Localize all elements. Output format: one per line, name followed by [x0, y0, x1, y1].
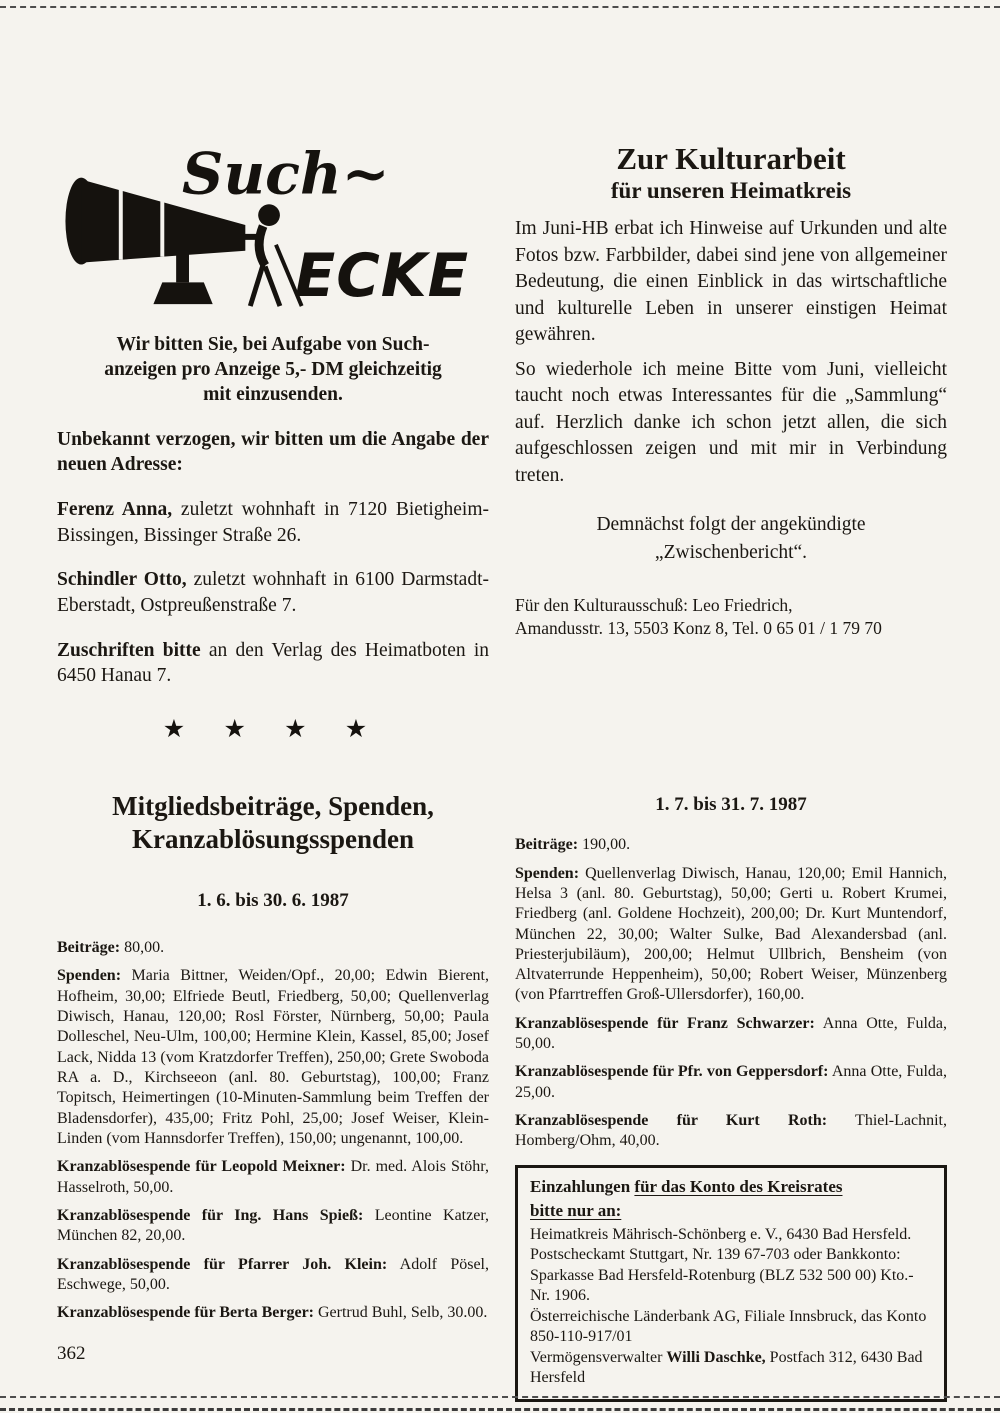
logo-script-text: Such~ [182, 142, 390, 208]
kulturarbeit-subtitle: für unseren Heimatkreis [610, 178, 852, 204]
pedestal-post [176, 251, 189, 283]
kranz-entry: Kranzablösespende für Franz Schwarzer: Anna Otte, Fulda, 50,00. [515, 1014, 947, 1053]
page-number: 362 [57, 1343, 86, 1364]
crier-leg [265, 267, 280, 307]
trim-mark-bottom [0, 1396, 1000, 1398]
bottom-row [57, 790, 947, 1401]
trim-mark-bottom-edge [0, 1408, 1000, 1411]
kulturarbeit-paragraph-2: So wiederhole ich meine Bitte vom Juni, vielleicht taucht noch etwas Interessantes für die „Sammlung“ auf. Herzlich danke ich schon jetzt allen, die sich aufgeschlossen zeigen und mit mir in Verbindung treten. [515, 358, 947, 486]
search-entry: Schindler Otto, zuletzt wohnhaft in 6100 Darmstadt-Eberstadt, Ostpreußenstraße 7. [57, 569, 489, 616]
kranz-entry: Kranzablösespende für Kurt Roth: Thiel-Lachnit, Homberg/Ohm, 40,00. [515, 1112, 947, 1150]
crier-head [258, 204, 280, 226]
konto-box [515, 1165, 947, 1402]
period-june: 1. 6. bis 30. 6. 1987 [197, 890, 349, 912]
beitraege-june: Beiträge: 80,00. [57, 939, 165, 957]
crier-body [259, 226, 265, 266]
kranz-entry: Kranzablösespende für Pfarrer Joh. Klein: Adolf Pösel, Eschwege, 50,00. [57, 1255, 490, 1293]
konto-box-line: Heimatkreis Mährisch-Schönberg e. V., 6430 Bad Hersfeld. [530, 1225, 912, 1243]
such-ecke-logo [57, 142, 489, 312]
kulturarbeit-title: Zur Kulturarbeit [616, 141, 846, 176]
trim-mark-top [0, 6, 1000, 8]
address-change-note: Unbekannt verzogen, wir bitten um die Angabe der neuen Adresse: [57, 429, 489, 476]
star-divider-icons: ★ ★ ★ ★ [162, 716, 384, 744]
zuschriften-note: Zuschriften bitte an den Verlag des Heimatboten in 6450 Hanau 7. [57, 639, 489, 686]
konto-box-line: Postscheckamt Stuttgart, Nr. 139 67-703 oder Bankkonto: Sparkasse Bad Hersfeld-Rotenburg (BLZ 532 500 00) Kto.-Nr. 1906. [530, 1246, 914, 1305]
suchanzeigen-notice: Wir bitten Sie, bei Aufgabe von Such- anzeigen pro Anzeige 5,- DM gleichzeitig mit einzusenden. [104, 333, 442, 406]
entry-name: Ferenz Anna, [57, 499, 173, 521]
kulturarbeit-section [515, 142, 947, 744]
beitraege-july-section [515, 790, 947, 1401]
entry-name: Schindler Otto, [57, 569, 187, 591]
kulturausschuss-contact: Für den Kulturausschuß: Leo Friedrich, Amandusstr. 13, 5503 Konz 8, Tel. 0 65 01 / 1 79 70 [515, 594, 882, 639]
period-july: 1. 7. bis 31. 7. 1987 [655, 794, 807, 816]
megaphone-crier-illustration [57, 142, 489, 312]
kulturarbeit-paragraph-1: Im Juni-HB erbat ich Hinweise auf Urkunden und alte Fotos bzw. Farbbilder, dabei sind jene von allgemeiner Bedeutung, die einen Einblick in das wirtschaftliche und kulturelle Leben in unserer einstigen Heimat gewähren. [515, 218, 947, 346]
such-ecke-section [57, 142, 489, 744]
pedestal-base [153, 282, 212, 304]
kranz-entry: Kranzablösespende für Ing. Hans Spieß: Leontine Katzer, München 82, 20,00. [57, 1206, 489, 1245]
page-content [57, 142, 947, 1402]
konto-box-heading: Einzahlungen für das Konto des Kreisrates bitte nur an: [530, 1176, 843, 1220]
top-row [57, 142, 947, 744]
search-entry: Ferenz Anna, zuletzt wohnhaft in 7120 Bietigheim-Bissingen, Bissinger Straße 26. [57, 499, 489, 546]
logo-caps-text: ECKE [294, 241, 470, 311]
spenden-june: Spenden: Maria Bittner, Weiden/Opf., 20,00; Edwin Bierent, Hofheim, 30,00; Elfriede Beutl, Friedberg, 50,00; Quellenverlag Diwisch, Hanau, 120,00; Rosl Förster, Nürnberg, 50,00; Paula Dolleschel, Neu-Ulm, 100,00; Hermine Klein, Kassel, 85,00; Josef Lack, Nidda 13 (vom Kratzdorfer Treffen), 250,00; Grete Swoboda RA a. D., Kirchseeon (anl. 80. Geburtstag), 100,00; Franz Topitsch, Heimertingen (10-Minuten-Sammlung beim Treffen der Bladensdorfer), 435,00; Fritz Pohl, 25,00; Josef Weiser, Klein-Linden (vom Hannsdorfer Treffen), 150,00; ungenannt, 100,00. [57, 967, 489, 1147]
kranz-entry: Kranzablösespende für Pfr. von Geppersdorf: Anna Otte, Fulda, 25,00. [515, 1063, 947, 1101]
spenden-july: Spenden: Quellenverlag Diwisch, Hanau, 120,00; Emil Hannich, Helsa 3 (anl. 80. Geburtstag), 50,00; Gerti u. Robert Krumei, Friedberg (anl. Goldene Hochzeit), 200,00; Dr. Kurt Muntendorf, München 22, 30,00; Walter Sulke, Bad Alexandersbad (anl. Priesterjubiläum), 200,00; Helmut Ullbrich, Bensheim (von Altvaterrunde Heppenheim), 50,00; Robert Weiser, Münzenberg (von Pfarrtreffen Groß-Ullersdorfer), 160,00. [515, 864, 947, 1004]
beitraege-title: Mitgliedsbeiträge, Spenden, Kranzablösungsspenden [112, 791, 434, 855]
crier-leg [250, 265, 263, 307]
kranz-entry: Kranzablösespende für Leopold Meixner: Dr. med. Alois Stöhr, Hasselroth, 50,00. [57, 1158, 489, 1196]
beitraege-june-section [57, 790, 489, 1401]
kranz-entry: Kranzablösespende für Berta Berger: Gertrud Buhl, Selb, 30.00. [57, 1304, 488, 1322]
konto-box-line: Österreichische Länderbank AG, Filiale Innsbruck, das Konto 850-110-917/01 [530, 1307, 927, 1346]
zwischenbericht-announcement: Demnächst folgt der angekündigte „Zwischenbericht“. [596, 514, 866, 563]
beitraege-july: Beiträge: 190,00. [515, 836, 631, 854]
konto-box-line-verwalter: Vermögensverwalter Willi Daschke, Postfach 312, 6430 Bad Hersfeld [530, 1348, 923, 1387]
